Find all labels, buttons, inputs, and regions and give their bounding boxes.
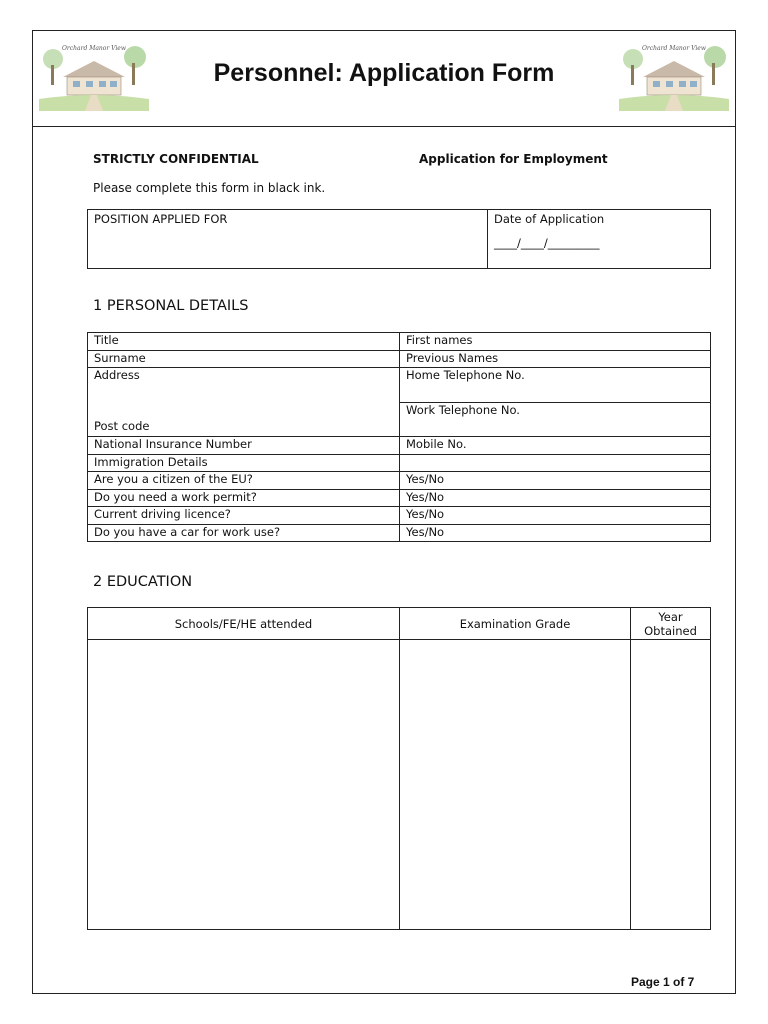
- yes-no-label: Yes/No: [406, 507, 445, 521]
- examination-grade-field[interactable]: [400, 640, 631, 930]
- column-header-schools: Schools/FE/HE attended: [88, 608, 400, 640]
- year-obtained-field[interactable]: [631, 640, 711, 930]
- instruction-text: Please complete this form in black ink.: [93, 181, 326, 195]
- field-label: Do you need a work permit?: [94, 489, 257, 504]
- car-answer[interactable]: [400, 524, 711, 542]
- field-label: Work Telephone No.: [406, 403, 520, 417]
- ni-number-field[interactable]: [88, 437, 400, 455]
- table-row: [88, 437, 711, 455]
- table-row: [88, 368, 711, 403]
- field-label: Immigration Details: [94, 454, 208, 469]
- mobile-field[interactable]: [400, 437, 711, 455]
- immigration-value-field[interactable]: [400, 454, 711, 472]
- title-field[interactable]: [88, 333, 400, 351]
- first-names-field[interactable]: [400, 333, 711, 351]
- yes-no-label: Yes/No: [406, 472, 445, 486]
- application-title: Application for Employment: [419, 152, 608, 166]
- driving-licence-answer[interactable]: [400, 507, 711, 525]
- yes-no-label: Yes/No: [406, 524, 445, 539]
- eu-citizen-answer[interactable]: [400, 472, 711, 490]
- section-heading-personal: 1 PERSONAL DETAILS: [93, 298, 249, 314]
- table-row: [88, 524, 711, 542]
- field-label: Mobile No.: [406, 437, 467, 451]
- field-label: First names: [406, 333, 473, 347]
- field-label: Surname: [94, 350, 146, 365]
- position-label: POSITION APPLIED FOR: [94, 212, 228, 226]
- svg-text:Orchard Manor View: Orchard Manor View: [61, 45, 127, 52]
- eu-citizen-question: [88, 472, 400, 490]
- field-label: Title: [94, 333, 119, 347]
- immigration-field[interactable]: [88, 454, 400, 472]
- date-of-application-field[interactable]: [488, 210, 711, 269]
- field-label: Address: [94, 368, 140, 382]
- field-label: Do you have a car for work use?: [94, 524, 281, 539]
- orchard-manor-logo-icon: [619, 37, 729, 111]
- field-label: Are you a citizen of the EU?: [94, 472, 253, 486]
- field-label: National Insurance Number: [94, 437, 252, 451]
- column-header-grade: Examination Grade: [400, 608, 631, 640]
- table-row: [88, 640, 711, 930]
- table-row: [88, 333, 711, 351]
- column-header-year: Year Obtained: [631, 608, 711, 640]
- driving-licence-question: [88, 507, 400, 525]
- form-page: [32, 30, 736, 994]
- car-question: [88, 524, 400, 542]
- table-row: [88, 507, 711, 525]
- page-title: Personnel: Application Form: [213, 59, 555, 87]
- home-telephone-field[interactable]: [400, 368, 711, 403]
- confidential-label: STRICTLY CONFIDENTIAL: [93, 152, 259, 166]
- table-header-row: [88, 608, 711, 640]
- position-applied-field[interactable]: [88, 210, 488, 269]
- date-blank: ____/____/_________: [494, 236, 600, 250]
- date-label: Date of Application: [494, 212, 605, 226]
- schools-attended-field[interactable]: [88, 640, 400, 930]
- work-telephone-field[interactable]: [400, 403, 711, 437]
- field-label: Current driving licence?: [94, 507, 231, 521]
- table-row: [88, 454, 711, 472]
- post-code-label: Post code: [94, 419, 150, 433]
- section-heading-education: 2 EDUCATION: [93, 574, 193, 590]
- surname-field[interactable]: [88, 350, 400, 368]
- field-label: Home Telephone No.: [406, 368, 525, 382]
- field-label: Previous Names: [406, 350, 499, 365]
- page-number: Page 1 of 7: [631, 975, 695, 989]
- previous-names-field[interactable]: [400, 350, 711, 368]
- table-row: [88, 472, 711, 490]
- form-header: [33, 31, 735, 127]
- work-permit-question: [88, 489, 400, 507]
- address-field[interactable]: [88, 368, 400, 437]
- table-row: [88, 489, 711, 507]
- personal-details-table: [87, 332, 711, 542]
- yes-no-label: Yes/No: [406, 489, 445, 504]
- education-table: [87, 607, 711, 930]
- svg-text:Orchard Manor View: Orchard Manor View: [641, 45, 707, 52]
- work-permit-answer[interactable]: [400, 489, 711, 507]
- table-row: [88, 350, 711, 368]
- position-table: [87, 209, 711, 269]
